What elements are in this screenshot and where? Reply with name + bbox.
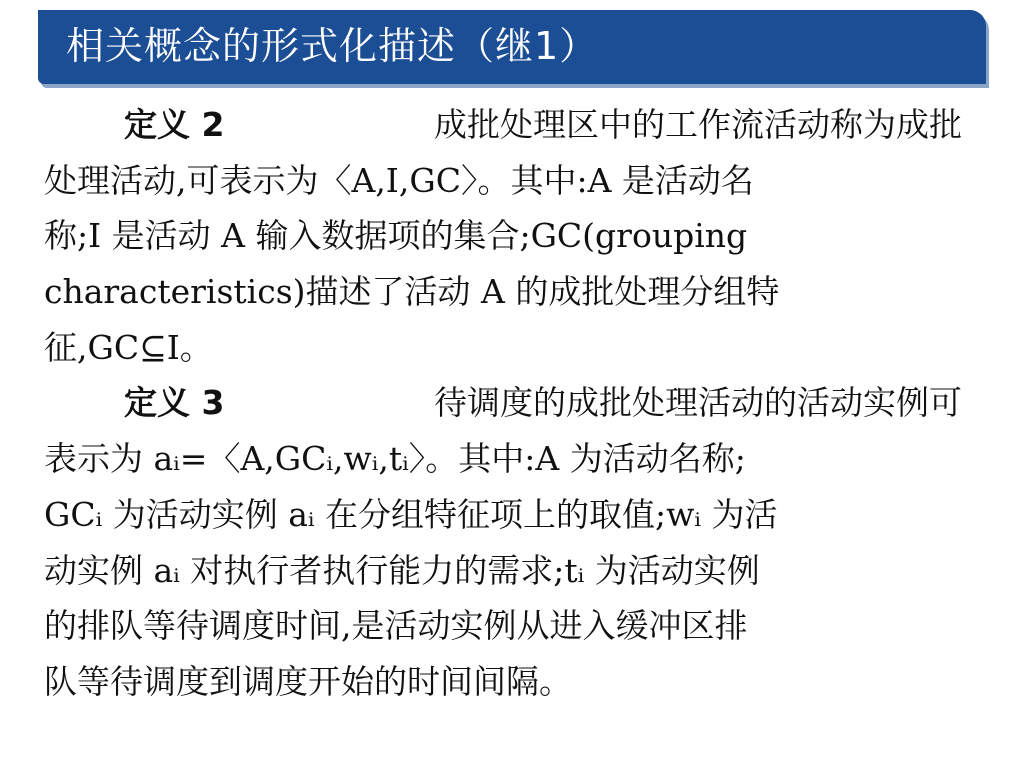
title-bar: [38, 10, 986, 84]
definition-3-line-3: [44, 487, 962, 543]
definition-2-text-2: 处理活动,可表示为〈A,I,GC〉。其中:A 是活动名: [44, 160, 754, 200]
definition-3-text-6: 队等待调度到调度开始的时间间隔。: [44, 661, 572, 701]
definition-2-line-4: [44, 264, 962, 320]
definition-2-line-2: [44, 153, 962, 209]
definition-2-text-1: 成批处理区中的工作流活动称为成批: [434, 105, 962, 144]
definition-2-line-1: [44, 97, 962, 153]
definition-3-text-4: 动实例 aᵢ 对执行者执行能力的需求;tᵢ 为活动实例: [44, 550, 760, 590]
definition-2-text-4: characteristics)描述了活动 A 的成批处理分组特: [44, 272, 780, 312]
definition-3-line-4: [44, 543, 962, 599]
definition-3-line-5: [44, 598, 962, 654]
definition-3-line-2: [44, 431, 962, 487]
definition-3-label: 定义 3: [124, 383, 225, 423]
definition-2-text-5: 征,GC⊆I。: [44, 327, 213, 367]
definition-3-line-1: [44, 375, 962, 431]
definition-3-line-6: [44, 654, 962, 710]
definition-3-text-1: 待调度的成批处理活动的活动实例可: [434, 383, 962, 423]
definition-3-text-5: 的排队等待调度时间,是活动实例从进入缓冲区排: [44, 606, 748, 646]
definition-2-label: 定义 2: [124, 105, 225, 144]
slide-title: 相关概念的形式化描述（继1）: [66, 24, 599, 68]
definition-3-text-3: GCᵢ 为活动实例 aᵢ 在分组特征项上的取值;wᵢ 为活: [44, 494, 778, 534]
definition-2-line-3: [44, 208, 962, 264]
definition-3-text-2: 表示为 aᵢ=〈A,GCᵢ,wᵢ,tᵢ〉。其中:A 为活动名称;: [44, 439, 746, 479]
slide-body: [44, 97, 962, 710]
definition-2-text-3: 称;I 是活动 A 输入数据项的集合;GC(grouping: [44, 216, 748, 256]
definition-2-line-5: [44, 320, 962, 376]
